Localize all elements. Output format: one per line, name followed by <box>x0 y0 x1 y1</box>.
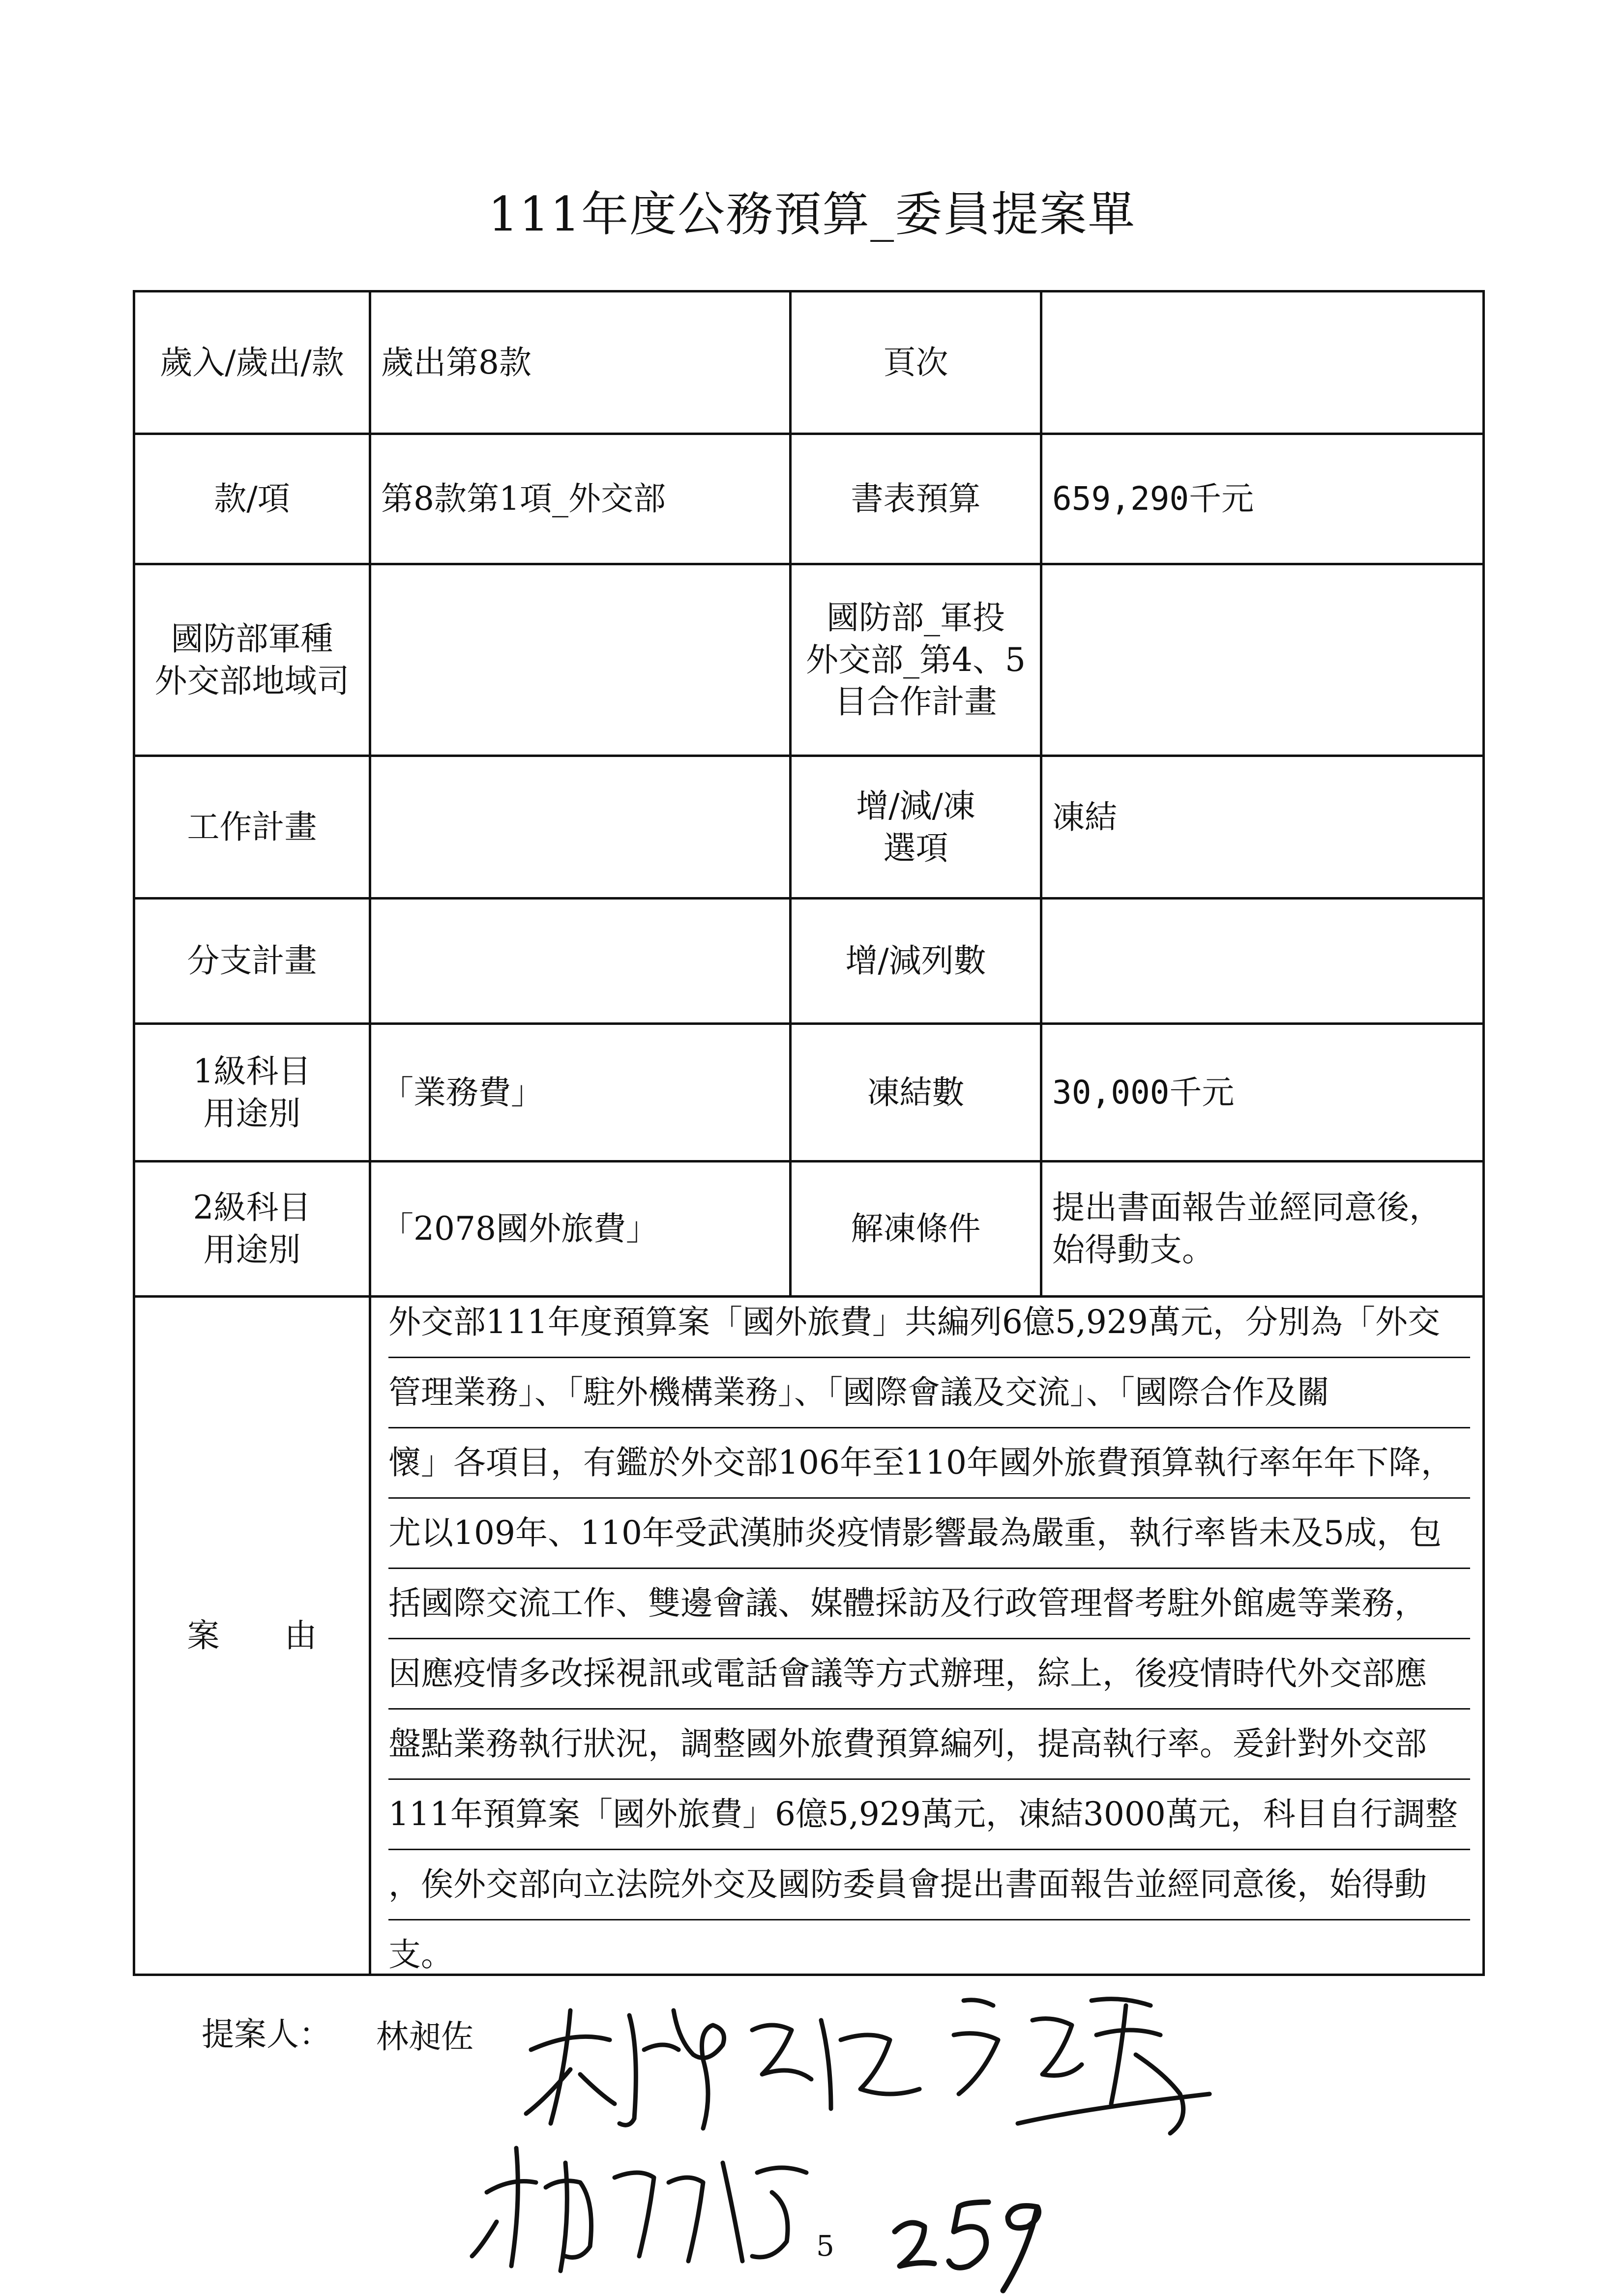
label-branch-plan: 分支計畫 <box>187 942 317 980</box>
value-unfreeze-condition: 提出書面報告並經同意後， 始得動支。 <box>1052 1189 1442 1269</box>
signature-1 <box>516 1981 959 2143</box>
value-adjust-amount <box>1042 900 1482 1022</box>
reason-line: 尤以109年、110年受武漢肺炎疫情影響最為嚴重，執行率皆未及5成，包 <box>388 1499 1470 1569</box>
value-adjust-option: 凍結 <box>1052 798 1117 836</box>
value-level2-subject: 「2078國外旅費」 <box>381 1210 658 1248</box>
value-section-item: 第8款第1項_外交部 <box>381 480 666 518</box>
label-level2-subject: 2級科目 用途別 <box>193 1189 311 1269</box>
reason-line: 懷」各項目，有鑑於外交部106年至110年國外旅費預算執行率年年下降， <box>388 1428 1470 1499</box>
value-table-budget: 659,290千元 <box>1052 480 1254 518</box>
value-work-plan <box>371 757 789 897</box>
label-level1-subject: 1級科目 用途別 <box>193 1052 311 1133</box>
label-page: 頁次 <box>883 343 948 381</box>
value-frozen-amount: 30,000千元 <box>1052 1073 1235 1111</box>
value-level1-subject: 「業務費」 <box>381 1073 543 1111</box>
label-cooperation-plan: 國防部_軍投 外交部_第4、5 目合作計畫 <box>806 598 1026 721</box>
reason-line: 外交部111年度預算案「國外旅費」共編列6億5,929萬元，分別為「外交 <box>388 1288 1470 1358</box>
page-number: 5 <box>816 2229 834 2263</box>
proposer-name: 林昶佐 <box>376 2018 473 2056</box>
label-military-region: 國防部軍種 外交部地域司 <box>154 619 350 700</box>
reason-line: 管理業務」、「駐外機構業務」、「國際會議及交流」、「國際合作及關 <box>388 1358 1470 1428</box>
reason-line: 因應疫情多改採視訊或電話會議等方式辦理，綜上，後疫情時代外交部應 <box>388 1639 1470 1710</box>
label-reason: 案 由 <box>187 1616 317 1655</box>
value-branch-plan <box>371 900 789 1022</box>
reason-line: 支。 <box>388 1936 453 1974</box>
label-unfreeze-condition: 解凍條件 <box>851 1210 981 1248</box>
signature-2 <box>934 1976 1254 2153</box>
label-table-budget: 書表預算 <box>851 480 981 518</box>
signature-3 <box>467 2133 860 2291</box>
handwritten-note <box>880 2178 1057 2296</box>
value-budget-category: 歲出第8款 <box>381 343 531 381</box>
proposer-label: 提案人： <box>202 2015 331 2053</box>
label-budget-category: 歲入/歲出/款 <box>160 343 344 381</box>
label-adjust-amount: 增/減列數 <box>845 942 986 980</box>
page-title: 111年度公務預算_委員提案單 <box>488 187 1136 242</box>
value-page <box>1042 292 1482 433</box>
label-frozen-amount: 凍結數 <box>867 1073 965 1111</box>
reason-line: 括國際交流工作、雙邊會議、媒體採訪及行政管理督考駐外館處等業務， <box>388 1569 1470 1639</box>
label-adjust-option: 增/減/凍 選項 <box>856 786 975 867</box>
value-cooperation-plan <box>1042 565 1482 755</box>
reason-line: 盤點業務執行狀況，調整國外旅費預算編列，提高執行率。爰針對外交部 <box>388 1710 1470 1780</box>
label-work-plan: 工作計畫 <box>187 808 317 846</box>
reason-line: 111年預算案「國外旅費」6億5,929萬元，凍結3000萬元，科目自行調整 <box>388 1780 1470 1850</box>
value-military-region <box>371 565 789 755</box>
label-section-item: 款/項 <box>214 480 290 518</box>
reason-text <box>388 1288 1470 1989</box>
reason-line: ，俟外交部向立法院外交及國防委員會提出書面報告並經同意後，始得動 <box>388 1850 1470 1920</box>
